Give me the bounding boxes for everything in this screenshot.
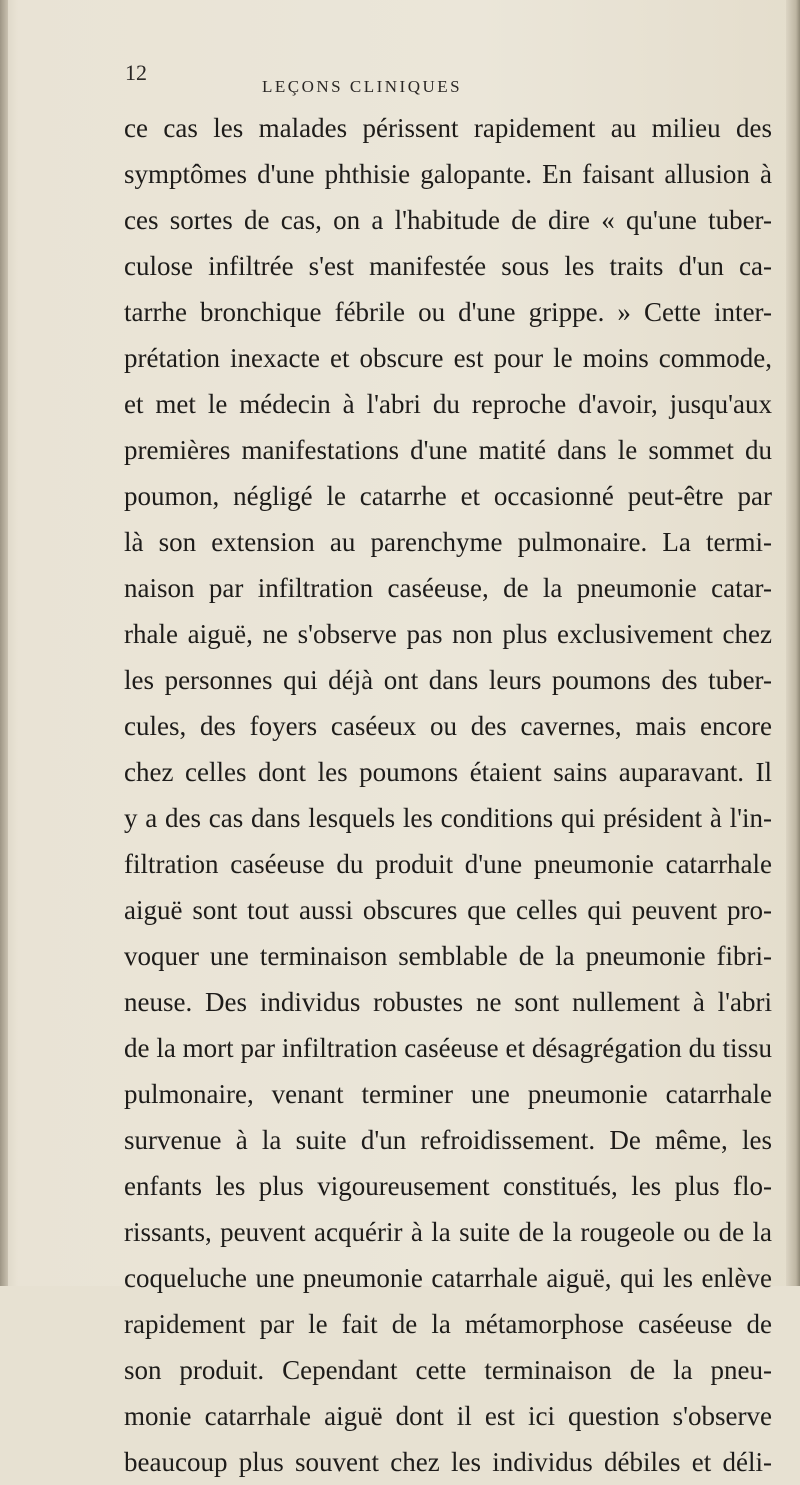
text-line: culose infiltrée s'est manifestée sous les traits d'un ca-: [124, 251, 772, 281]
text-line: y a des cas dans lesquels les conditions qui président à l'in-: [124, 803, 772, 833]
text-line: symptômes d'une phthisie galopante. En faisant allusion à: [124, 159, 772, 189]
text-line: premières manifestations d'une matité dans le sommet du: [124, 435, 772, 465]
text-line: monie catarrhale aiguë dont il est ici question s'observe: [124, 1401, 772, 1431]
body-text: [124, 105, 772, 1485]
text-line: voquer une terminaison semblable de la pneumonie fibri-: [124, 941, 772, 971]
text-line: rapidement par le fait de la métamorphose caséeuse de: [124, 1309, 772, 1339]
text-line: neuse. Des individus robustes ne sont nullement à l'abri: [124, 987, 772, 1017]
text-line: enfants les plus vigoureusement constitués, les plus flo-: [124, 1171, 772, 1201]
text-line: rissants, peuvent acquérir à la suite de la rougeole ou de la: [124, 1217, 772, 1247]
text-line: pulmonaire, venant terminer une pneumonie catarrhale: [124, 1079, 772, 1109]
text-line: ces sortes de cas, on a l'habitude de dire « qu'une tuber-: [124, 205, 772, 235]
text-line: poumon, négligé le catarrhe et occasionné peut-être par: [124, 481, 772, 511]
text-line: chez celles dont les poumons étaient sains auparavant. Il: [124, 757, 772, 787]
text-line: son produit. Cependant cette terminaison de la pneu-: [124, 1355, 772, 1385]
text-line: cules, des foyers caséeux ou des cavernes, mais encore: [124, 711, 772, 741]
text-line: là son extension au parenchyme pulmonaire. La termi-: [124, 527, 772, 557]
text-line: et met le médecin à l'abri du reproche d'avoir, jusqu'aux: [124, 389, 772, 419]
text-line: prétation inexacte et obscure est pour le moins commode,: [124, 343, 772, 373]
text-line: rhale aiguë, ne s'observe pas non plus exclusivement chez: [124, 619, 772, 649]
text-line: naison par infiltration caséeuse, de la pneumonie catar-: [124, 573, 772, 603]
page-right-edge: [786, 0, 800, 1286]
text-line: aiguë sont tout aussi obscures que celles qui peuvent pro-: [124, 895, 772, 925]
text-line: ce cas les malades périssent rapidement au milieu des: [124, 113, 772, 143]
page-gutter-shadow: [0, 0, 8, 1286]
text-line: les personnes qui déjà ont dans leurs poumons des tuber-: [124, 665, 772, 695]
text-line: survenue à la suite d'un refroidissement. De même, les: [124, 1125, 772, 1155]
text-line: tarrhe bronchique fébrile ou d'une grippe. » Cette inter-: [124, 297, 772, 327]
text-line: beaucoup plus souvent chez les individus débiles et déli-: [124, 1447, 772, 1477]
page-number: 12: [125, 60, 147, 85]
text-line: coqueluche une pneumonie catarrhale aiguë, qui les enlève: [124, 1263, 772, 1293]
text-line: filtration caséeuse du produit d'une pneumonie catarrhale: [124, 849, 772, 879]
text-line: de la mort par infiltration caséeuse et désagrégation du tissu: [124, 1033, 772, 1063]
running-head: LEÇONS CLINIQUES: [262, 77, 463, 96]
